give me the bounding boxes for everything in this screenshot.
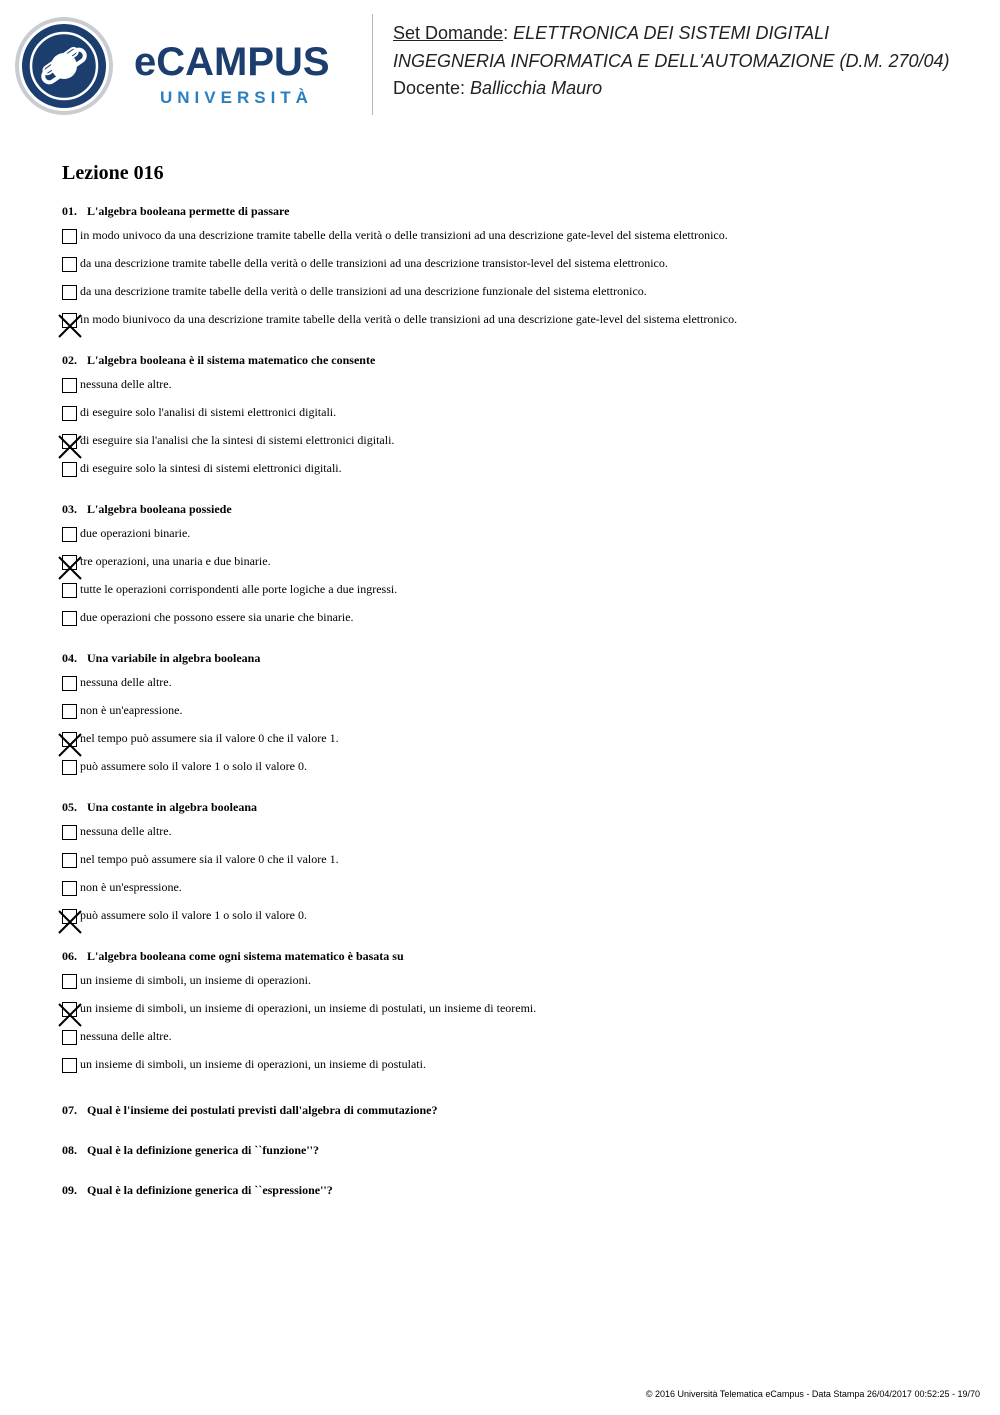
checkbox[interactable] xyxy=(62,676,77,691)
answer-list xyxy=(62,819,962,931)
question-number: 01. xyxy=(62,204,77,218)
answer-text: di eseguire solo la sintesi di sistemi elettronici digitali. xyxy=(80,461,342,475)
answer-option xyxy=(62,754,962,782)
answer-text: un insieme di simboli, un insieme di operazioni. xyxy=(80,973,311,987)
question-title xyxy=(62,352,962,368)
answer-text: da una descrizione tramite tabelle della verità o delle transizioni ad una descrizione funzionale del sistema elettronico. xyxy=(80,284,647,298)
docente-label: Docente: xyxy=(393,78,471,98)
answer-option xyxy=(62,670,962,698)
answer-text: in modo univoco da una descrizione tramite tabelle della verità o delle transizioni ad una descrizione gate-level del sistema elettronico. xyxy=(80,228,728,242)
checkbox[interactable] xyxy=(62,527,77,542)
answer-option xyxy=(62,903,962,931)
answer-text: da una descrizione tramite tabelle della verità o delle transizioni ad una descrizione transistor-level del sistema elettronico. xyxy=(80,256,668,270)
checkbox[interactable] xyxy=(62,229,77,244)
answer-list xyxy=(62,223,962,335)
checkbox[interactable] xyxy=(62,285,77,300)
answer-option xyxy=(62,251,962,279)
question-text: L'algebra booleana possiede xyxy=(87,502,232,516)
question-number: 04. xyxy=(62,651,77,665)
answer-text: nel tempo può assumere sia il valore 0 che il valore 1. xyxy=(80,731,339,745)
lesson-title: Lezione 016 xyxy=(62,162,164,184)
checkbox-checked[interactable] xyxy=(62,434,77,449)
question-title xyxy=(62,203,962,219)
answer-text: di eseguire solo l'analisi di sistemi elettronici digitali. xyxy=(80,405,337,419)
answer-text: un insieme di simboli, un insieme di operazioni, un insieme di postulati, un insieme di teoremi. xyxy=(80,1001,537,1015)
checkbox[interactable] xyxy=(62,853,77,868)
checkbox[interactable] xyxy=(62,1058,77,1073)
checkbox[interactable] xyxy=(62,825,77,840)
checkbox[interactable] xyxy=(62,378,77,393)
question-list xyxy=(62,203,962,1080)
set-separator: : xyxy=(503,23,514,43)
answer-text: tutte le operazioni corrispondenti alle porte logiche a due ingressi. xyxy=(80,582,398,596)
answer-option xyxy=(62,521,962,549)
answer-text: tre operazioni, una unaria e due binarie. xyxy=(80,554,271,568)
page-content xyxy=(62,160,962,1198)
answer-text: non è un'espressione. xyxy=(80,880,182,894)
answer-list xyxy=(62,372,962,484)
question-block xyxy=(62,203,962,335)
checkbox[interactable] xyxy=(62,583,77,598)
answer-text: nessuna delle altre. xyxy=(80,377,172,391)
open-question xyxy=(62,1102,962,1118)
question-number: 06. xyxy=(62,949,77,963)
checkbox[interactable] xyxy=(62,1030,77,1045)
answer-option xyxy=(62,996,962,1024)
question-title xyxy=(62,799,962,815)
answer-option xyxy=(62,279,962,307)
brand-subtitle: UNIVERSITÀ xyxy=(160,88,313,107)
open-question xyxy=(62,1182,962,1198)
answer-text: due operazioni binarie. xyxy=(80,526,191,540)
answer-option xyxy=(62,819,962,847)
answer-text: può assumere solo il valore 1 o solo il valore 0. xyxy=(80,759,307,773)
question-number: 08. xyxy=(62,1143,77,1157)
checkbox-checked[interactable] xyxy=(62,1002,77,1017)
answer-option xyxy=(62,1024,962,1052)
set-line xyxy=(393,20,950,48)
answer-text: di eseguire sia l'analisi che la sintesi di sistemi elettronici digitali. xyxy=(80,433,395,447)
answer-text: non è un'eapressione. xyxy=(80,703,183,717)
checkbox[interactable] xyxy=(62,257,77,272)
answer-option xyxy=(62,577,962,605)
open-question-list xyxy=(62,1102,962,1198)
header-info xyxy=(393,20,950,103)
course-title: INGEGNERIA INFORMATICA E DELL'AUTOMAZIONE (D.M. 270/04) xyxy=(393,50,950,71)
university-seal-logo xyxy=(14,16,114,116)
page-header xyxy=(0,0,1000,130)
page-footer: © 2016 Università Telematica eCampus - Data Stampa 26/04/2017 00:52:25 - 19/70 xyxy=(645,1389,980,1399)
answer-option xyxy=(62,968,962,996)
answer-option xyxy=(62,1052,962,1080)
checkbox-checked[interactable] xyxy=(62,909,77,924)
question-text: Qual è la definizione generica di ``funzione''? xyxy=(87,1143,319,1157)
checkbox[interactable] xyxy=(62,462,77,477)
answer-option xyxy=(62,698,962,726)
answer-option xyxy=(62,428,962,456)
answer-option xyxy=(62,307,962,335)
answer-option xyxy=(62,400,962,428)
question-text: Una costante in algebra booleana xyxy=(87,800,258,814)
open-question xyxy=(62,1142,962,1158)
question-text: L'algebra booleana come ogni sistema matematico è basata su xyxy=(87,949,404,963)
docente-name: Ballicchia Mauro xyxy=(470,78,603,98)
answer-text: nessuna delle altre. xyxy=(80,1029,172,1043)
question-title xyxy=(62,948,962,964)
brand-name: eCAMPUS xyxy=(134,40,330,84)
question-number: 05. xyxy=(62,800,77,814)
question-title xyxy=(62,501,962,517)
answer-option xyxy=(62,605,962,633)
answer-list xyxy=(62,968,962,1080)
question-number: 07. xyxy=(62,1103,77,1117)
answer-text: nessuna delle altre. xyxy=(80,675,172,689)
checkbox-checked[interactable] xyxy=(62,732,77,747)
question-text: L'algebra booleana è il sistema matematico che consente xyxy=(87,353,376,367)
docente-line xyxy=(393,75,950,103)
checkbox-checked[interactable] xyxy=(62,555,77,570)
brand-logo xyxy=(134,40,364,115)
answer-text: nel tempo può assumere sia il valore 0 che il valore 1. xyxy=(80,852,339,866)
answer-option xyxy=(62,223,962,251)
question-block xyxy=(62,501,962,633)
set-title: ELETTRONICA DEI SISTEMI DIGITALI xyxy=(513,23,830,43)
question-block xyxy=(62,650,962,782)
question-number: 02. xyxy=(62,353,77,367)
header-divider xyxy=(372,14,373,115)
set-label: Set Domande xyxy=(393,23,504,43)
question-text: Qual è l'insieme dei postulati previsti dall'algebra di commutazione? xyxy=(87,1103,438,1117)
checkbox[interactable] xyxy=(62,974,77,989)
answer-list xyxy=(62,521,962,633)
course-line xyxy=(393,48,950,76)
answer-option xyxy=(62,372,962,400)
question-number: 03. xyxy=(62,502,77,516)
answer-option xyxy=(62,549,962,577)
question-number: 09. xyxy=(62,1183,77,1197)
answer-text: in modo biunivoco da una descrizione tramite tabelle della verità o delle transizioni ad una descrizione gate-level del sistema elettronico. xyxy=(80,312,738,326)
answer-text: due operazioni che possono essere sia unarie che binarie. xyxy=(80,610,354,624)
answer-option xyxy=(62,875,962,903)
question-block xyxy=(62,948,962,1080)
answer-option xyxy=(62,847,962,875)
question-block xyxy=(62,799,962,931)
answer-text: può assumere solo il valore 1 o solo il valore 0. xyxy=(80,908,307,922)
checkbox[interactable] xyxy=(62,611,77,626)
question-text: Qual è la definizione generica di ``espressione''? xyxy=(87,1183,333,1197)
answer-option xyxy=(62,726,962,754)
answer-text: un insieme di simboli, un insieme di operazioni, un insieme di postulati. xyxy=(80,1057,426,1071)
checkbox[interactable] xyxy=(62,704,77,719)
answer-list xyxy=(62,670,962,782)
question-text: L'algebra booleana permette di passare xyxy=(87,204,290,218)
checkbox[interactable] xyxy=(62,406,77,421)
question-title xyxy=(62,650,962,666)
question-block xyxy=(62,352,962,484)
checkbox[interactable] xyxy=(62,760,77,775)
checkbox-checked[interactable] xyxy=(62,313,77,328)
question-text: Una variabile in algebra booleana xyxy=(87,651,261,665)
answer-text: nessuna delle altre. xyxy=(80,824,172,838)
answer-option xyxy=(62,456,962,484)
checkbox[interactable] xyxy=(62,881,77,896)
